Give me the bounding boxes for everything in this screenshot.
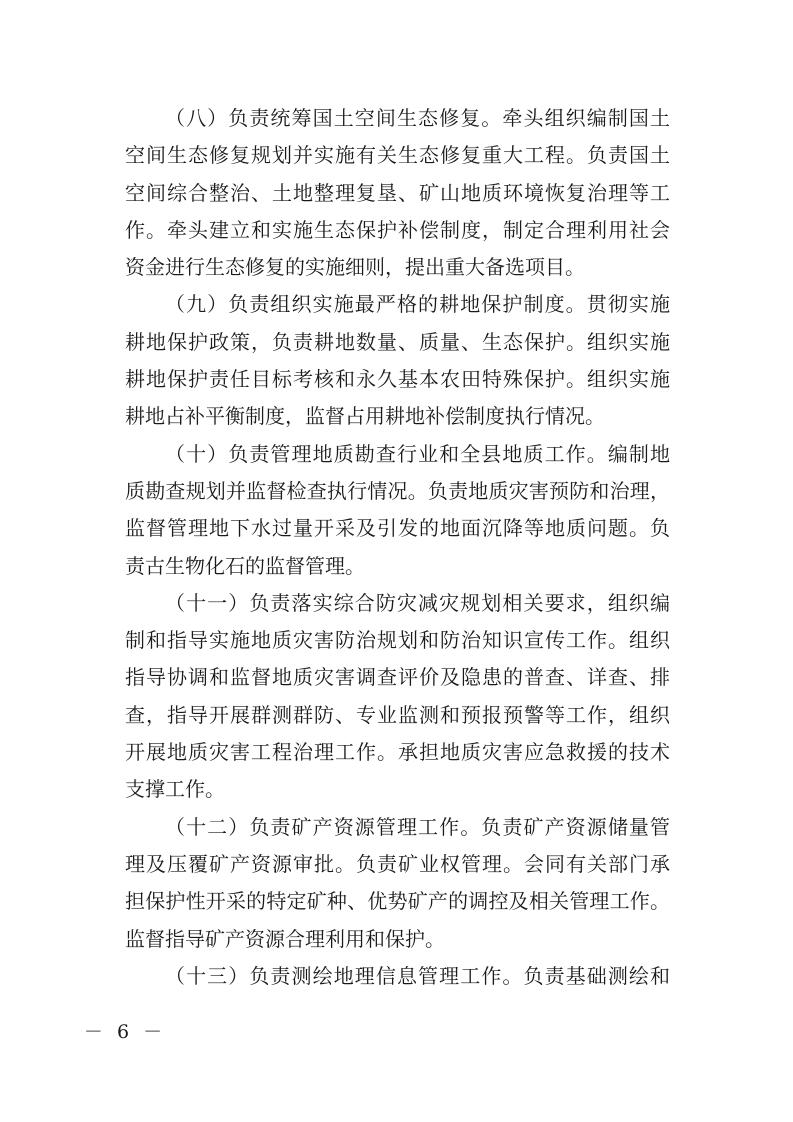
- text-line: 责古生物化石的监督管理。: [125, 553, 365, 578]
- text-line: （十一）负责落实综合防灾减灾规划相关要求，组织编: [165, 590, 670, 615]
- text-line: 质勘查规划并监督检查执行情况。负责地质灾害预防和治理，: [125, 478, 670, 503]
- text-line: 支撑工作。: [125, 777, 225, 802]
- text-line: （十）负责管理地质勘查行业和全县地质工作。编制地: [165, 441, 670, 466]
- text-line: 空间生态修复规划并实施有关生态修复重大工程。负责国土: [125, 143, 670, 168]
- paragraph-12: [125, 809, 670, 958]
- paragraph-9: [125, 286, 670, 435]
- text-line: （十三）负责测绘地理信息管理工作。负责基础测绘和: [165, 963, 670, 988]
- text-line: 耕地保护责任目标考核和永久基本农田特殊保护。组织实施: [125, 367, 670, 392]
- paragraph-8: [125, 100, 670, 286]
- text-line: 耕地占补平衡制度，监督占用耕地补偿制度执行情况。: [125, 404, 605, 429]
- paragraph-10: [125, 436, 670, 585]
- text-line: 空间综合整治、土地整理复垦、矿山地质环境恢复治理等工: [125, 180, 670, 205]
- text-line: 理及压覆矿产资源审批。负责矿业权管理。会同有关部门承: [125, 851, 670, 876]
- paragraph-13: [125, 958, 670, 995]
- text-line: 查，指导开展群测群防、专业监测和预报预警等工作，组织: [125, 702, 670, 727]
- text-line: 监督指导矿产资源合理利用和保护。: [125, 926, 445, 951]
- text-line: 担保护性开采的特定矿种、优势矿产的调控及相关管理工作。: [125, 889, 670, 914]
- text-line: 监督管理地下水过量开采及引发的地面沉降等地质问题。负: [125, 516, 670, 541]
- document-body: [125, 100, 670, 995]
- text-line: 作。牵头建立和实施生态保护补偿制度，制定合理利用社会: [125, 217, 670, 242]
- paragraph-11: [125, 585, 670, 809]
- text-line: 资金进行生态修复的实施细则，提出重大备选项目。: [125, 255, 585, 280]
- text-line: 开展地质灾害工程治理工作。承担地质灾害应急救援的技术: [125, 740, 670, 765]
- text-line: （十二）负责矿产资源管理工作。负责矿产资源储量管: [165, 814, 670, 839]
- text-line: 耕地保护政策，负责耕地数量、质量、生态保护。组织实施: [125, 329, 670, 354]
- text-line: （八）负责统筹国土空间生态修复。牵头组织编制国土: [165, 106, 670, 130]
- page-number: － 6 －: [83, 1021, 167, 1043]
- text-line: 制和指导实施地质灾害防治规划和防治知识宣传工作。组织: [125, 628, 670, 653]
- text-line: 指导协调和监督地质灾害调查评价及隐患的普查、详查、排: [125, 665, 670, 690]
- text-line: （九）负责组织实施最严格的耕地保护制度。贯彻实施: [165, 292, 670, 317]
